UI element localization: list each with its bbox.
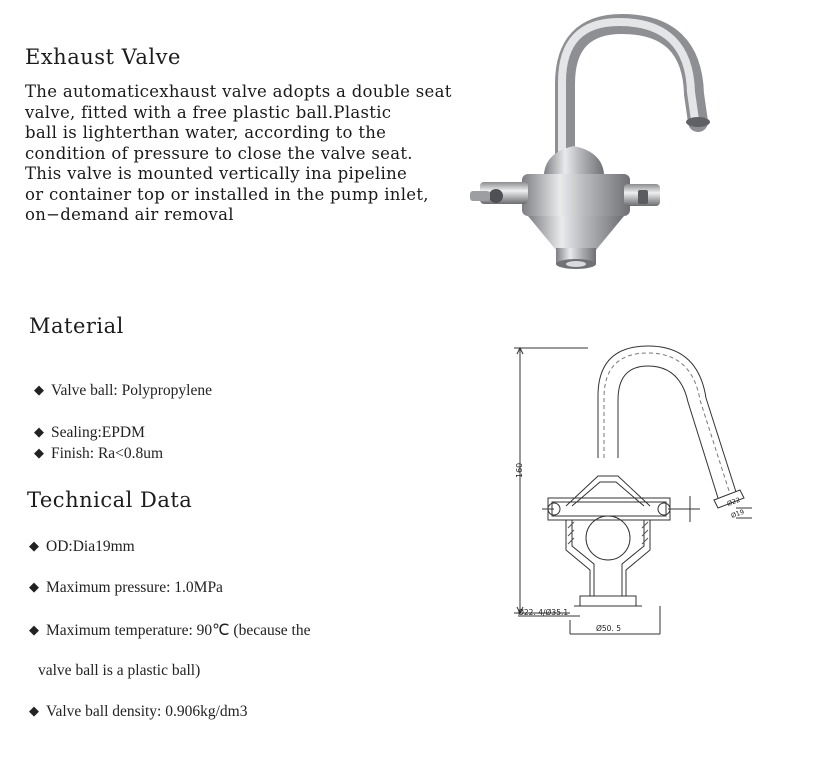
material-heading: Material xyxy=(29,314,124,338)
description-line: on−demand air removal xyxy=(25,205,234,224)
od-dimension-label: Ø22. 4/Ø35.1 xyxy=(518,608,569,617)
description-line: ball is lighterthan water, according to the xyxy=(25,123,387,142)
description-line: condition of pressure to close the valve seat. xyxy=(25,143,413,163)
bullet-diamond-icon: ◆ xyxy=(34,382,44,397)
tip-dimension-outer: Ø22 xyxy=(725,495,742,508)
list-item: ◆ Valve ball: Polypropylene xyxy=(34,382,212,399)
description-line: The automaticexhaust valve adopts a double seat xyxy=(25,82,452,101)
valve-technical-drawing xyxy=(508,338,770,638)
description-line: valve, fitted with a free plastic ball.Plastic xyxy=(25,102,392,122)
list-item: ◆ Maximum pressure: 1.0MPa xyxy=(29,579,223,596)
technical-data-heading: Technical Data xyxy=(27,488,193,512)
list-item: ◆ OD:Dia19mm xyxy=(29,538,135,555)
description-line: This valve is mounted vertically ina pipeline xyxy=(25,164,408,183)
bullet-diamond-icon: ◆ xyxy=(34,445,44,460)
list-item: ◆ Sealing:EPDM xyxy=(34,424,145,441)
list-item: ◆ Finish: Ra<0.8um xyxy=(34,445,164,462)
bullet-diamond-icon: ◆ xyxy=(29,703,39,718)
tip-dimension-inner: Ø19 xyxy=(729,507,746,520)
bullet-diamond-icon: ◆ xyxy=(29,538,39,553)
description-line: or container top or installed in the pump inlet, xyxy=(25,184,429,204)
exhaust-valve-description xyxy=(25,82,452,226)
bullet-diamond-icon: ◆ xyxy=(29,622,39,637)
list-item: ◆ Maximum temperature: 90℃ (because the xyxy=(29,622,311,639)
bullet-diamond-icon: ◆ xyxy=(29,579,39,594)
flange-dimension-label: Ø50. 5 xyxy=(596,624,621,633)
list-item-continuation: valve ball is a plastic ball) xyxy=(38,662,201,679)
bullet-diamond-icon: ◆ xyxy=(34,424,44,439)
valve-photo xyxy=(462,14,722,274)
height-dimension-label: 160 xyxy=(515,462,524,478)
list-item: ◆ Valve ball density: 0.906kg/dm3 xyxy=(29,703,248,720)
exhaust-valve-heading: Exhaust Valve xyxy=(25,45,181,69)
